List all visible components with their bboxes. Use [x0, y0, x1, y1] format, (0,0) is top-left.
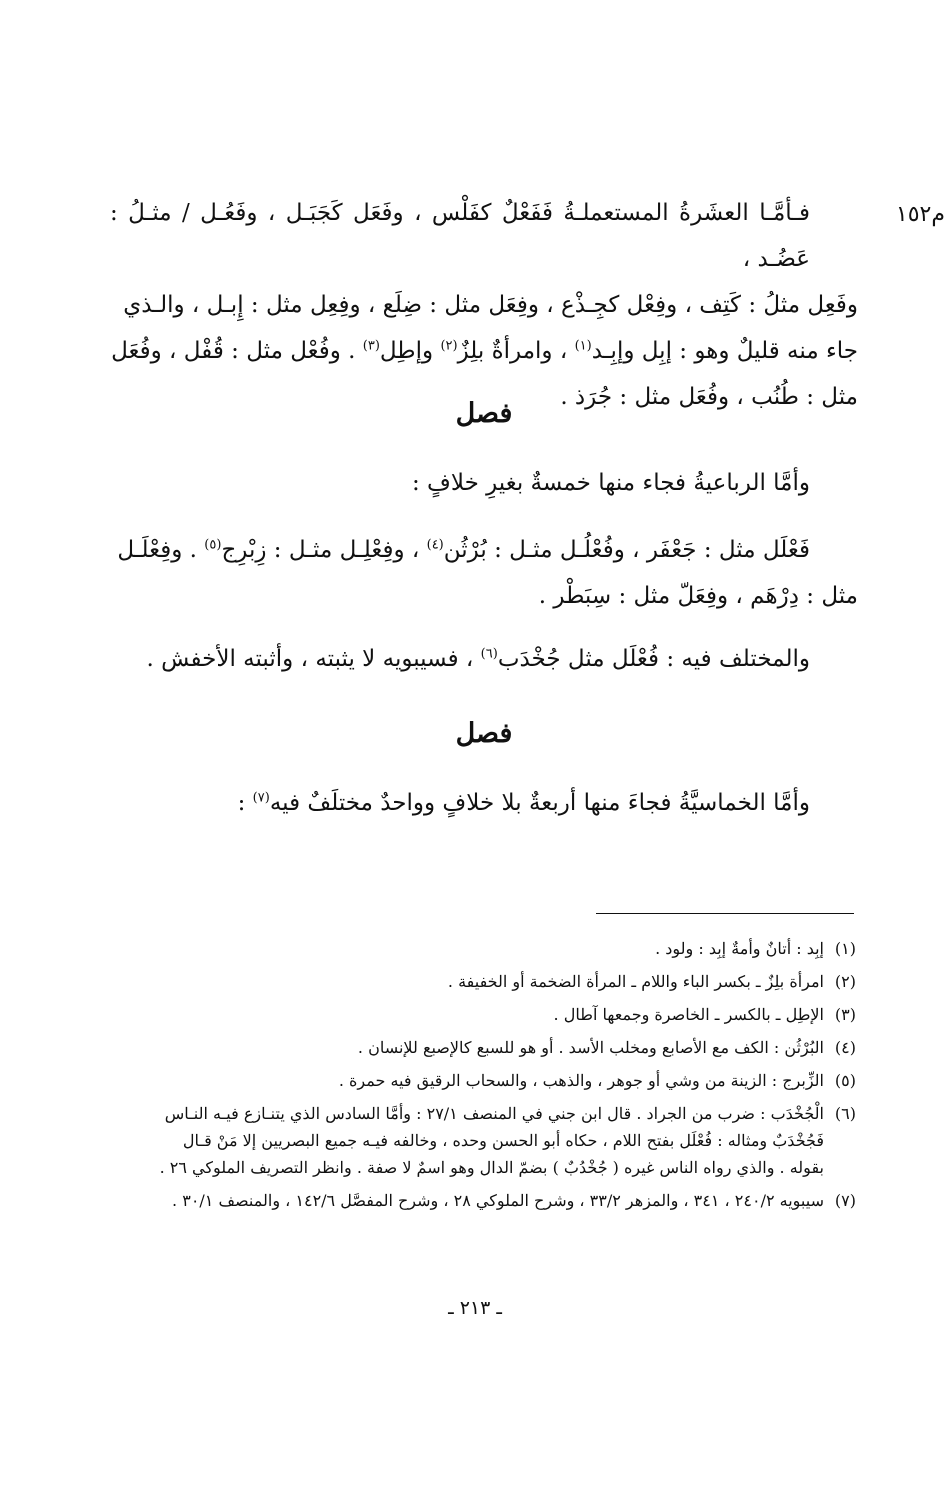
text-line: فـأمَّـا العشَرةُ المستعملـةُ فَفَعْلٌ كفَلْس ، وفَعَل كَجَبَـل ، وفَعُـل / مثـلُ : عَضُـد ،: [110, 200, 810, 272]
footnote-number: (١): [834, 939, 856, 958]
footnote-separator: [596, 913, 854, 914]
footnote-marker: (٧): [252, 790, 270, 806]
text-line: جاء منه قليلٌ وهو : إبِل وإبِـد$^{(١)}$ ، وامرأةٌ بلِزٌ$^{(٢)}$ وإطِل$^{(٣)}$ . وفُعْل مثل : قُفْل ، وفُعَل: [111, 338, 858, 364]
paragraph-quinqueliteral: [110, 780, 858, 826]
footnote-marker: (٤): [426, 537, 444, 553]
text-line: وفَعِل مثلُ : كَتِف ، وفِعْل كجِـذْع ، وفِعَل مثل : ضِلَع ، وفِعِل مثل : إِبـل ، والـذي: [123, 292, 858, 318]
margin-reference: م١٥٢: [895, 202, 945, 227]
page-number: ـ ٢١٣ ـ: [448, 1297, 502, 1319]
footnote: [120, 968, 856, 995]
paragraph-disputed: [110, 636, 858, 682]
footnote-text: الإطِل ـ بالكسر ـ الخاصرة وجمعها آطال .: [553, 1005, 824, 1024]
paragraph-quadriliteral-patterns: [110, 527, 858, 619]
paragraph-weights: [110, 190, 858, 420]
paragraph-quadriliteral-intro: [110, 460, 858, 506]
text-line: فَعْلَل مثل : جَعْفَر ، وفُعْلُـل مثـل : بُرْثُن$^{(٤)}$ ، وفِعْلِـل مثـل : زِبْرِج$^{(٥)}$ . وفِعْلَـل: [117, 537, 810, 563]
footnote-marker: (٥): [204, 537, 222, 553]
footnote-number: (٣): [834, 1005, 856, 1024]
footnote-text: الْجُخْدَب : ضرب من الجراد . قال ابن جني في المنصف ٢٧/١ : وأمَّا السادس الذي يتنـازع فيـه النـاس: [164, 1104, 824, 1123]
footnote-text: بقوله . والذي رواه الناس غيره ( جُخْدُبٌ ) بضمّ الدال وهو اسمٌ لا صفة . وانظر التصريف الملوكي ٢٦ .: [159, 1158, 824, 1177]
text-line: مثل : طُنُب ، وفُعَل مثل : جُرَذ .: [560, 384, 858, 410]
footnote-marker: (٦): [480, 646, 498, 662]
footnote: [120, 935, 856, 962]
footnote: [120, 1100, 856, 1181]
footnote-number: (٤): [834, 1038, 856, 1057]
footnote-text: الزِّبرج : الزينة من وشي أو جوهر ، والذهب ، والسحاب الرقيق فيه حمرة .: [338, 1071, 824, 1090]
footnote-text: سيبويه ٢٤٠/٢ ، ٣٤١ ، والمزهر ٣٣/٢ ، وشرح الملوكي ٢٨ ، وشرح المفصَّل ١٤٢/٦ ، والمنصف ٣٠/١ .: [172, 1191, 824, 1210]
footnote-number: (٦): [834, 1104, 856, 1123]
footnote-text: امرأة بلِزٌ ـ بكسر الباء واللام ـ المرأة الضخمة أو الخفيفة .: [447, 972, 824, 991]
footnote-text: فَجُخْدَبٌ ومثاله : فُعْلَل بفتح اللام ، حكاه أبو الحسن وحده ، وخالفه فيـه جميع البصريين إلا مَنْ قـال: [182, 1131, 824, 1150]
footnote-text: إبِد : أتانٌ وأمةٌ إبِد : ولود .: [655, 939, 824, 958]
footnote: [120, 1067, 856, 1094]
text-line: وأمَّا الخماسيَّةُ فجاءَ منها أربعةٌ بلا خلافٍ وواحدٌ مختلَفٌ فيه$^{(٧)}$ :: [237, 790, 810, 816]
footnote-number: (٧): [834, 1191, 856, 1210]
text-line: وأمَّا الرباعيةُ فجاء منها خمسةٌ بغيرِ خلافٍ :: [411, 470, 810, 496]
footnote-number: (٢): [834, 972, 856, 991]
footnote-text: البُرْثُن : الكف مع الأصابع ومخلب الأسد . أو هو للسبع كالإصبع للإنسان .: [357, 1038, 824, 1057]
footnote-marker: (١): [574, 338, 592, 354]
text-line: مثل : دِرْهَم ، وفِعَلّ مثل : سِبَطْر .: [538, 583, 858, 609]
footnote-number: (٥): [834, 1071, 856, 1090]
footnotes: [120, 935, 856, 1220]
section-heading: فصل: [455, 718, 513, 749]
section-heading: فصل: [455, 398, 513, 429]
footnote: [120, 1187, 856, 1214]
footnote-marker: (٢): [440, 338, 458, 354]
footnote: [120, 1034, 856, 1061]
text-line: والمختلف فيه : فُعْلَل مثل جُخْدَب$^{(٦)}$ ، فسيبويه لا يثبته ، وأثبته الأخفش .: [146, 646, 810, 672]
footnote-marker: (٣): [362, 338, 380, 354]
footnote: [120, 1001, 856, 1028]
